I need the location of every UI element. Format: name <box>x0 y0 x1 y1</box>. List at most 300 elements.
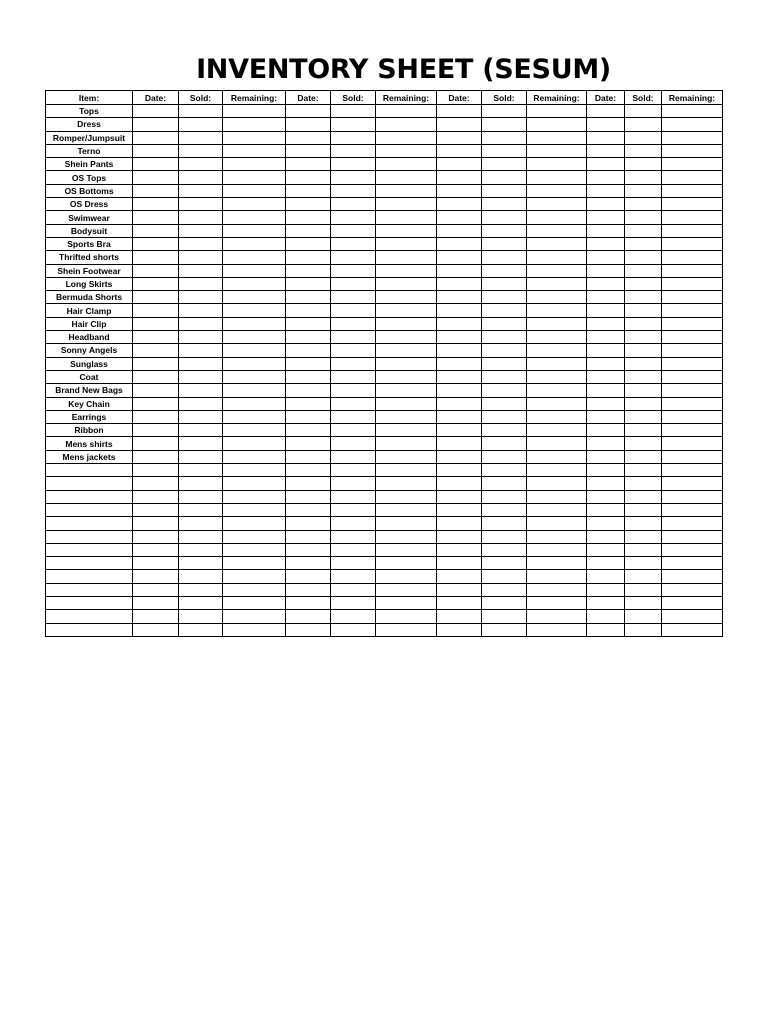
item-name-cell: Terno <box>46 144 133 157</box>
remaining-cell <box>527 158 587 171</box>
date-cell <box>286 570 331 583</box>
sold-cell <box>625 264 662 277</box>
table-row <box>46 397 723 410</box>
remaining-cell <box>527 344 587 357</box>
sold-cell <box>179 424 223 437</box>
date-cell <box>587 397 625 410</box>
date-cell <box>133 277 179 290</box>
sold-cell <box>482 610 527 623</box>
date-cell <box>286 490 331 503</box>
date-cell <box>133 450 179 463</box>
remaining-cell <box>662 490 723 503</box>
remaining-cell <box>662 105 723 118</box>
remaining-cell <box>223 543 286 556</box>
sold-cell <box>179 291 223 304</box>
sold-cell <box>482 557 527 570</box>
sold-cell <box>625 158 662 171</box>
table-row <box>46 570 723 583</box>
sold-cell <box>331 384 376 397</box>
date-cell <box>133 490 179 503</box>
remaining-cell <box>376 370 437 383</box>
remaining-cell <box>527 357 587 370</box>
date-cell <box>437 570 482 583</box>
remaining-cell <box>376 477 437 490</box>
remaining-cell <box>527 211 587 224</box>
item-name-cell <box>46 477 133 490</box>
remaining-cell <box>223 610 286 623</box>
sold-cell <box>179 437 223 450</box>
date-cell <box>286 557 331 570</box>
date-cell <box>286 583 331 596</box>
sold-cell <box>179 503 223 516</box>
table-row <box>46 424 723 437</box>
table-row <box>46 384 723 397</box>
table-row <box>46 530 723 543</box>
table-row <box>46 224 723 237</box>
date-cell <box>133 557 179 570</box>
remaining-cell <box>376 410 437 423</box>
item-name-cell: Swimwear <box>46 211 133 224</box>
sold-cell <box>331 277 376 290</box>
date-cell <box>286 450 331 463</box>
remaining-cell <box>376 237 437 250</box>
sold-cell <box>179 277 223 290</box>
date-cell <box>587 105 625 118</box>
remaining-cell <box>527 184 587 197</box>
remaining-cell <box>662 370 723 383</box>
table-row <box>46 304 723 317</box>
sold-cell <box>482 583 527 596</box>
remaining-cell <box>662 424 723 437</box>
date-cell <box>286 543 331 556</box>
date-cell <box>133 477 179 490</box>
date-cell <box>286 264 331 277</box>
date-cell <box>587 251 625 264</box>
sold-cell <box>625 370 662 383</box>
remaining-cell <box>527 264 587 277</box>
remaining-cell <box>662 543 723 556</box>
date-cell <box>437 211 482 224</box>
sold-cell <box>625 610 662 623</box>
remaining-cell <box>376 131 437 144</box>
date-cell <box>286 224 331 237</box>
date-cell <box>437 184 482 197</box>
table-row <box>46 251 723 264</box>
remaining-cell <box>376 570 437 583</box>
date-cell <box>286 198 331 211</box>
sold-cell <box>331 304 376 317</box>
table-row <box>46 171 723 184</box>
remaining-cell <box>527 610 587 623</box>
remaining-cell <box>223 583 286 596</box>
remaining-cell <box>527 530 587 543</box>
remaining-cell <box>527 331 587 344</box>
sold-cell <box>331 211 376 224</box>
date-cell <box>133 144 179 157</box>
item-name-cell: Hair Clip <box>46 317 133 330</box>
remaining-cell <box>223 118 286 131</box>
sold-cell <box>482 224 527 237</box>
date-cell <box>286 610 331 623</box>
date-cell <box>587 277 625 290</box>
date-cell <box>587 596 625 609</box>
date-cell <box>437 224 482 237</box>
sold-cell <box>482 184 527 197</box>
remaining-cell <box>223 490 286 503</box>
table-row <box>46 610 723 623</box>
sold-cell <box>482 450 527 463</box>
sold-cell <box>625 490 662 503</box>
date-cell <box>133 317 179 330</box>
sold-cell <box>179 370 223 383</box>
remaining-cell <box>376 596 437 609</box>
remaining-cell <box>527 277 587 290</box>
remaining-cell <box>223 251 286 264</box>
item-name-cell: Hair Clamp <box>46 304 133 317</box>
date-cell <box>437 158 482 171</box>
date-cell <box>587 357 625 370</box>
date-cell <box>286 596 331 609</box>
sold-cell <box>179 464 223 477</box>
item-name-cell: OS Dress <box>46 198 133 211</box>
remaining-cell <box>223 211 286 224</box>
sold-cell <box>179 251 223 264</box>
column-header-date: Date: <box>437 91 482 105</box>
sold-cell <box>179 171 223 184</box>
date-cell <box>133 384 179 397</box>
table-row <box>46 410 723 423</box>
date-cell <box>133 264 179 277</box>
sold-cell <box>179 198 223 211</box>
date-cell <box>587 317 625 330</box>
remaining-cell <box>223 596 286 609</box>
date-cell <box>587 344 625 357</box>
sold-cell <box>625 530 662 543</box>
remaining-cell <box>527 583 587 596</box>
item-name-cell <box>46 490 133 503</box>
sold-cell <box>625 623 662 636</box>
table-row <box>46 317 723 330</box>
remaining-cell <box>376 251 437 264</box>
sold-cell <box>331 184 376 197</box>
item-name-cell <box>46 557 133 570</box>
remaining-cell <box>527 477 587 490</box>
remaining-cell <box>376 291 437 304</box>
remaining-cell <box>223 370 286 383</box>
date-cell <box>286 171 331 184</box>
column-header-remaining: Remaining: <box>527 91 587 105</box>
sold-cell <box>482 517 527 530</box>
sold-cell <box>179 596 223 609</box>
sold-cell <box>331 503 376 516</box>
remaining-cell <box>662 317 723 330</box>
sold-cell <box>331 131 376 144</box>
date-cell <box>286 118 331 131</box>
remaining-cell <box>376 610 437 623</box>
remaining-cell <box>527 105 587 118</box>
date-cell <box>286 158 331 171</box>
sold-cell <box>331 357 376 370</box>
date-cell <box>286 464 331 477</box>
sold-cell <box>625 237 662 250</box>
column-header-sold: Sold: <box>482 91 527 105</box>
date-cell <box>587 198 625 211</box>
table-header-row <box>46 91 723 105</box>
sold-cell <box>179 384 223 397</box>
remaining-cell <box>527 450 587 463</box>
date-cell <box>437 264 482 277</box>
date-cell <box>133 464 179 477</box>
sold-cell <box>482 131 527 144</box>
table-row <box>46 331 723 344</box>
date-cell <box>587 623 625 636</box>
sold-cell <box>179 237 223 250</box>
remaining-cell <box>223 397 286 410</box>
date-cell <box>133 517 179 530</box>
remaining-cell <box>662 224 723 237</box>
date-cell <box>133 357 179 370</box>
table-row <box>46 464 723 477</box>
date-cell <box>587 610 625 623</box>
date-cell <box>286 105 331 118</box>
remaining-cell <box>223 450 286 463</box>
sold-cell <box>625 570 662 583</box>
column-header-date: Date: <box>133 91 179 105</box>
item-name-cell: Thrifted shorts <box>46 251 133 264</box>
sold-cell <box>625 384 662 397</box>
table-row <box>46 105 723 118</box>
sold-cell <box>179 623 223 636</box>
sold-cell <box>331 623 376 636</box>
table-row <box>46 118 723 131</box>
sold-cell <box>331 251 376 264</box>
sold-cell <box>331 198 376 211</box>
table-row <box>46 158 723 171</box>
sold-cell <box>625 251 662 264</box>
sold-cell <box>179 490 223 503</box>
remaining-cell <box>376 384 437 397</box>
date-cell <box>133 397 179 410</box>
sold-cell <box>331 450 376 463</box>
sold-cell <box>179 410 223 423</box>
remaining-cell <box>223 503 286 516</box>
sold-cell <box>482 317 527 330</box>
remaining-cell <box>527 291 587 304</box>
sold-cell <box>179 530 223 543</box>
date-cell <box>437 344 482 357</box>
date-cell <box>286 530 331 543</box>
remaining-cell <box>527 596 587 609</box>
sold-cell <box>482 277 527 290</box>
date-cell <box>437 251 482 264</box>
sold-cell <box>625 357 662 370</box>
remaining-cell <box>376 198 437 211</box>
sold-cell <box>482 623 527 636</box>
sold-cell <box>331 424 376 437</box>
sold-cell <box>482 118 527 131</box>
item-name-cell <box>46 517 133 530</box>
date-cell <box>286 517 331 530</box>
sold-cell <box>625 198 662 211</box>
remaining-cell <box>223 291 286 304</box>
date-cell <box>286 317 331 330</box>
date-cell <box>133 503 179 516</box>
date-cell <box>437 610 482 623</box>
remaining-cell <box>527 144 587 157</box>
item-name-cell: Sports Bra <box>46 237 133 250</box>
remaining-cell <box>376 490 437 503</box>
table-row <box>46 437 723 450</box>
sold-cell <box>179 610 223 623</box>
date-cell <box>587 583 625 596</box>
remaining-cell <box>662 530 723 543</box>
remaining-cell <box>223 317 286 330</box>
table-row <box>46 357 723 370</box>
remaining-cell <box>662 131 723 144</box>
sold-cell <box>625 105 662 118</box>
remaining-cell <box>376 317 437 330</box>
sold-cell <box>331 557 376 570</box>
sold-cell <box>625 503 662 516</box>
item-name-cell: Romper/Jumpsuit <box>46 131 133 144</box>
remaining-cell <box>527 317 587 330</box>
remaining-cell <box>223 331 286 344</box>
date-cell <box>286 304 331 317</box>
remaining-cell <box>223 224 286 237</box>
date-cell <box>133 410 179 423</box>
table-row <box>46 264 723 277</box>
remaining-cell <box>376 530 437 543</box>
sold-cell <box>331 596 376 609</box>
remaining-cell <box>662 596 723 609</box>
sold-cell <box>482 490 527 503</box>
sold-cell <box>625 291 662 304</box>
date-cell <box>286 477 331 490</box>
remaining-cell <box>376 264 437 277</box>
remaining-cell <box>223 357 286 370</box>
remaining-cell <box>223 105 286 118</box>
remaining-cell <box>527 118 587 131</box>
remaining-cell <box>662 464 723 477</box>
item-name-cell <box>46 543 133 556</box>
table-row <box>46 144 723 157</box>
item-name-cell: Dress <box>46 118 133 131</box>
item-name-cell: Long Skirts <box>46 277 133 290</box>
sold-cell <box>482 144 527 157</box>
date-cell <box>437 105 482 118</box>
date-cell <box>437 517 482 530</box>
sold-cell <box>482 477 527 490</box>
sold-cell <box>179 397 223 410</box>
remaining-cell <box>376 357 437 370</box>
date-cell <box>133 530 179 543</box>
remaining-cell <box>662 184 723 197</box>
date-cell <box>587 118 625 131</box>
remaining-cell <box>662 171 723 184</box>
remaining-cell <box>662 237 723 250</box>
table-row <box>46 557 723 570</box>
remaining-cell <box>223 623 286 636</box>
date-cell <box>437 291 482 304</box>
remaining-cell <box>376 623 437 636</box>
sold-cell <box>331 331 376 344</box>
date-cell <box>437 477 482 490</box>
table-row <box>46 277 723 290</box>
sold-cell <box>331 105 376 118</box>
sold-cell <box>179 317 223 330</box>
remaining-cell <box>527 304 587 317</box>
remaining-cell <box>376 171 437 184</box>
remaining-cell <box>223 384 286 397</box>
remaining-cell <box>376 277 437 290</box>
date-cell <box>286 370 331 383</box>
date-cell <box>587 171 625 184</box>
sold-cell <box>625 424 662 437</box>
sold-cell <box>331 437 376 450</box>
remaining-cell <box>662 357 723 370</box>
date-cell <box>286 237 331 250</box>
item-name-cell <box>46 503 133 516</box>
sold-cell <box>625 557 662 570</box>
sold-cell <box>625 517 662 530</box>
remaining-cell <box>223 144 286 157</box>
sold-cell <box>625 184 662 197</box>
remaining-cell <box>376 517 437 530</box>
remaining-cell <box>223 557 286 570</box>
sold-cell <box>331 490 376 503</box>
sold-cell <box>179 211 223 224</box>
remaining-cell <box>376 105 437 118</box>
remaining-cell <box>376 450 437 463</box>
date-cell <box>437 530 482 543</box>
sold-cell <box>482 211 527 224</box>
date-cell <box>437 464 482 477</box>
sold-cell <box>625 131 662 144</box>
sold-cell <box>179 224 223 237</box>
item-name-cell: Earrings <box>46 410 133 423</box>
date-cell <box>133 623 179 636</box>
sold-cell <box>625 171 662 184</box>
remaining-cell <box>527 384 587 397</box>
sold-cell <box>482 384 527 397</box>
column-header-sold: Sold: <box>331 91 376 105</box>
date-cell <box>286 184 331 197</box>
date-cell <box>133 596 179 609</box>
sold-cell <box>179 557 223 570</box>
column-header-date: Date: <box>587 91 625 105</box>
remaining-cell <box>662 264 723 277</box>
item-name-cell: Coat <box>46 370 133 383</box>
sold-cell <box>625 464 662 477</box>
remaining-cell <box>527 410 587 423</box>
remaining-cell <box>662 503 723 516</box>
remaining-cell <box>527 224 587 237</box>
sold-cell <box>179 450 223 463</box>
date-cell <box>133 198 179 211</box>
sold-cell <box>625 477 662 490</box>
remaining-cell <box>223 171 286 184</box>
sold-cell <box>482 437 527 450</box>
date-cell <box>587 410 625 423</box>
item-name-cell: Mens jackets <box>46 450 133 463</box>
sold-cell <box>331 464 376 477</box>
item-name-cell <box>46 583 133 596</box>
remaining-cell <box>527 397 587 410</box>
remaining-cell <box>223 530 286 543</box>
sold-cell <box>482 357 527 370</box>
remaining-cell <box>376 224 437 237</box>
item-name-cell <box>46 530 133 543</box>
